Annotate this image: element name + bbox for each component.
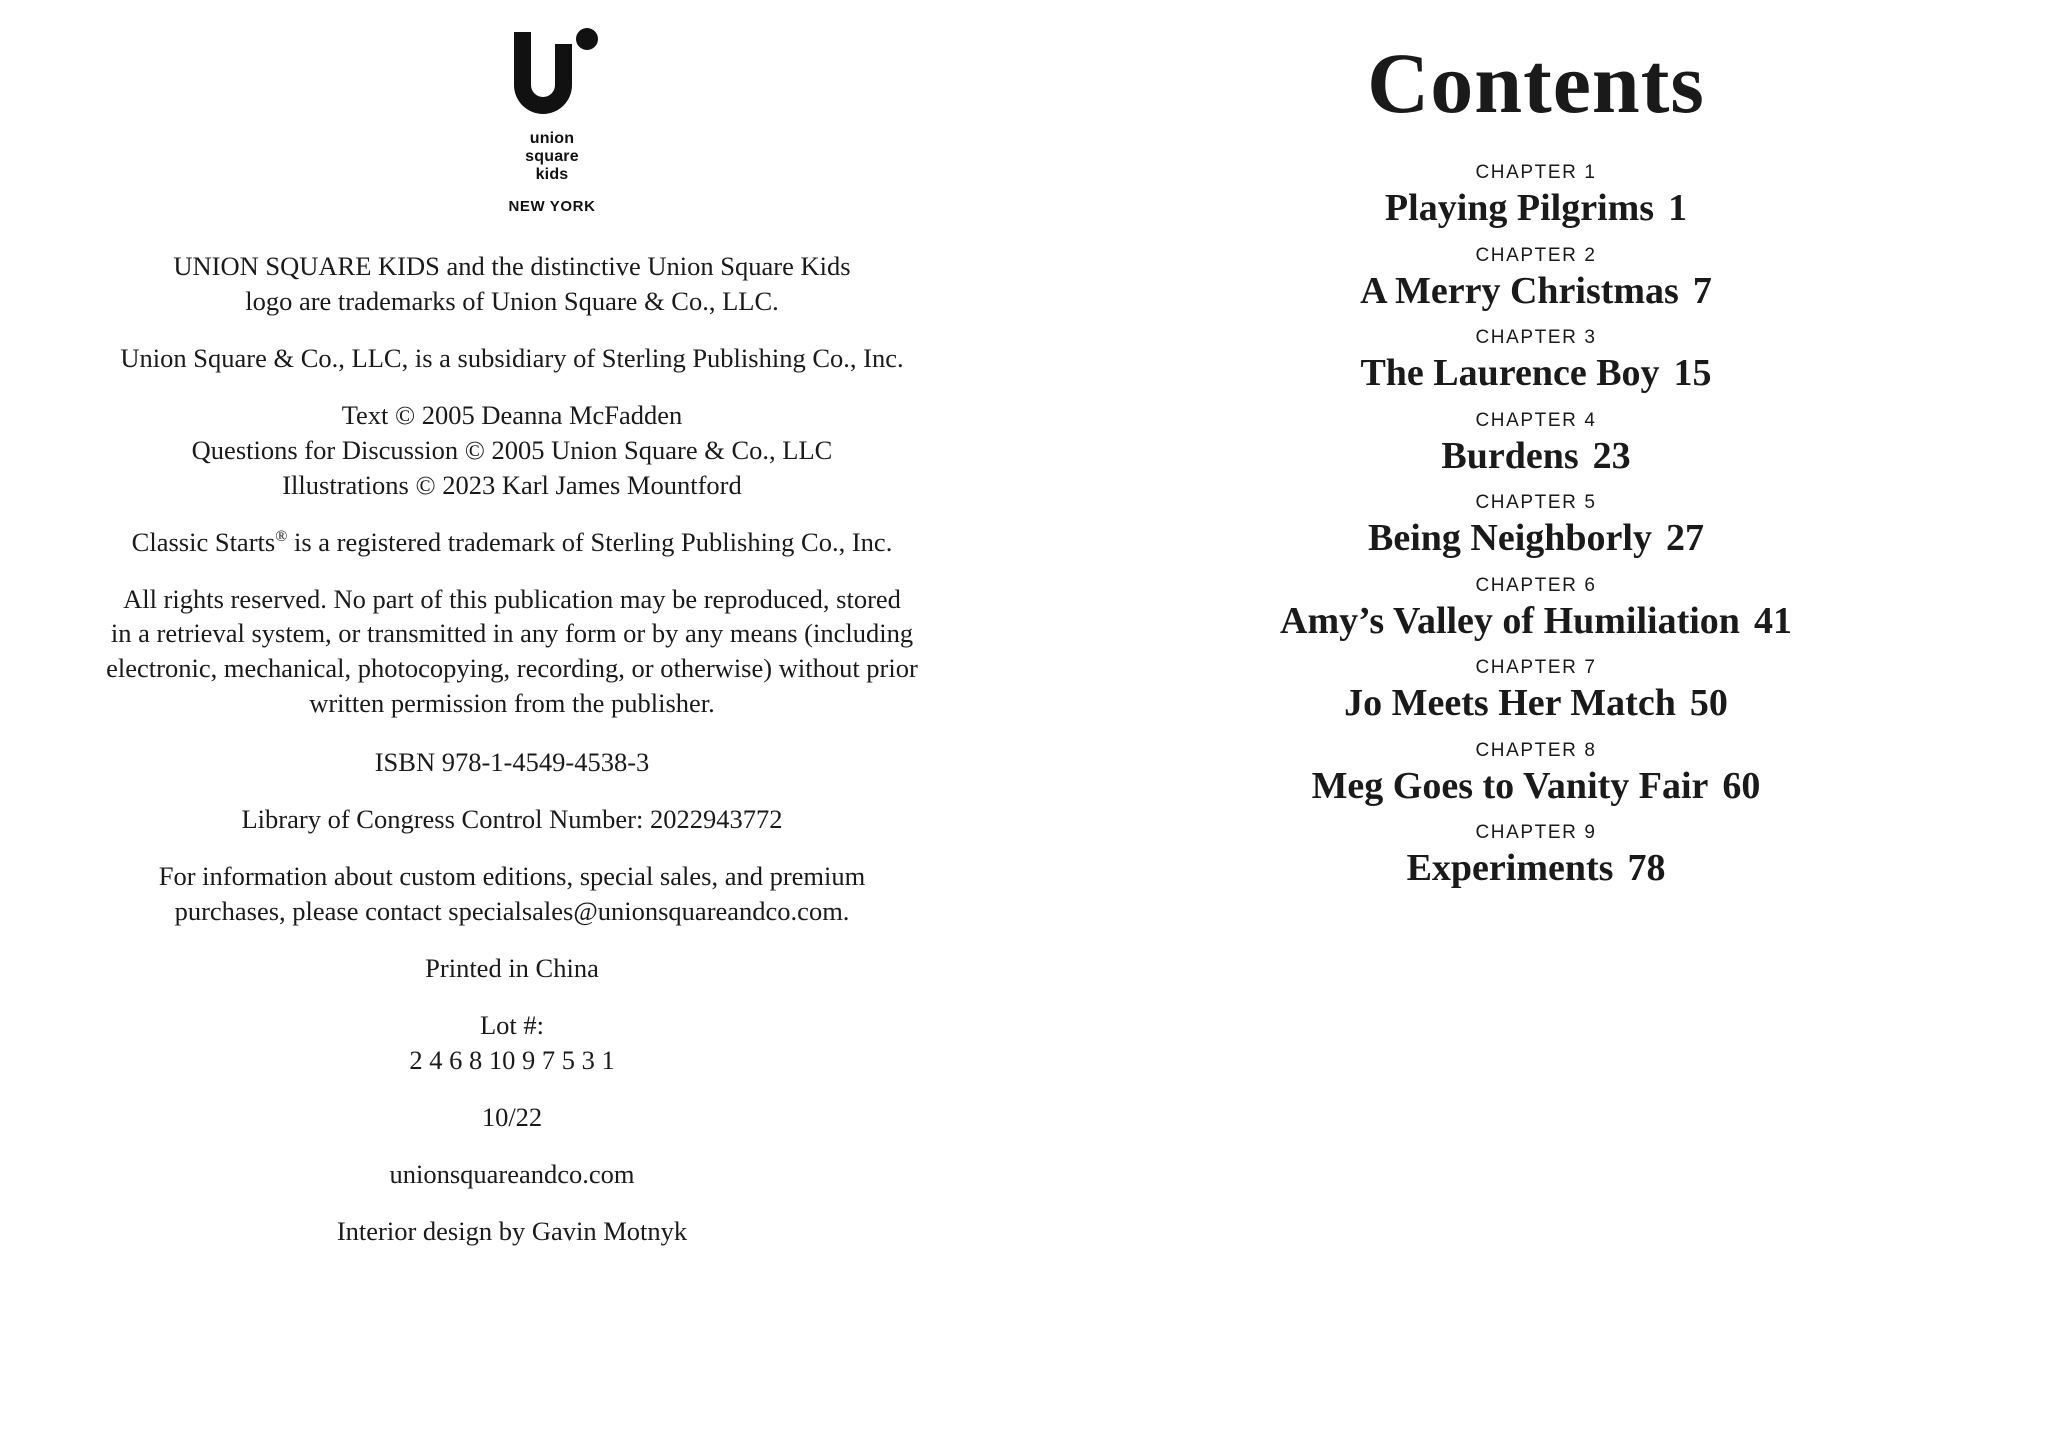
printed-in: Printed in China: [425, 953, 599, 984]
lot-label: Lot #:: [479, 1010, 545, 1041]
custom-editions-notice: [62, 859, 962, 929]
toc-entry[interactable]: [1094, 740, 1978, 808]
chapter-label: CHAPTER 9: [1475, 822, 1597, 844]
union-square-kids-logo-icon: [500, 22, 604, 126]
contents-page: [1024, 0, 2048, 1429]
credit-text-copyright: Text © 2005 Deanna McFadden: [341, 399, 683, 430]
chapter-title: Meg Goes to Vanity Fair: [1311, 764, 1709, 807]
trademark-notice: [62, 249, 962, 319]
chapter-page-number: 15: [1673, 352, 1712, 395]
chapter-title: Experiments: [1406, 847, 1614, 890]
credit-questions-copyright: Questions for Discussion © 2005 Union Square & Co., LLC: [191, 434, 833, 465]
chapter-line: [1094, 847, 1978, 890]
chapter-title: Jo Meets Her Match: [1344, 682, 1676, 725]
interior-design-credit: Interior design by Gavin Motnyk: [336, 1216, 688, 1247]
toc-entry[interactable]: [1094, 822, 1978, 890]
chapter-page-number: 7: [1692, 269, 1712, 312]
lot-numbers: 2 4 6 8 10 9 7 5 3 1: [409, 1045, 615, 1076]
logo-word-line-1: union: [529, 130, 575, 147]
chapter-label: CHAPTER 4: [1475, 409, 1597, 431]
toc-entry[interactable]: [1094, 245, 1978, 313]
custom-editions-line-1: For information about custom editions, special sales, and premium: [158, 861, 866, 892]
rights-line-3: electronic, mechanical, photocopying, recording, or otherwise) without prior: [106, 653, 918, 684]
rights-line-1: All rights reserved. No part of this publication may be reproduced, stored: [123, 583, 901, 614]
toc-entry[interactable]: [1094, 162, 1978, 230]
toc-entry[interactable]: [1094, 327, 1978, 395]
chapter-line: [1094, 600, 1978, 643]
toc-entry[interactable]: [1094, 492, 1978, 560]
copyright-text-block: [62, 249, 962, 1271]
classic-starts-trademark: [62, 525, 962, 560]
registered-mark: ®: [275, 527, 288, 545]
classic-starts-name: Classic Starts: [131, 526, 276, 557]
chapter-line: [1094, 682, 1978, 725]
toc-entry[interactable]: [1094, 575, 1978, 643]
chapter-title: A Merry Christmas: [1360, 269, 1679, 312]
custom-editions-line-2: purchases, please contact specialsales@unionsquareandco.com.: [174, 896, 850, 927]
all-rights-reserved: [62, 582, 962, 722]
chapter-line: [1094, 765, 1978, 808]
chapter-label: CHAPTER 2: [1475, 244, 1597, 266]
print-lot: [62, 1008, 962, 1078]
chapter-line: [1094, 270, 1978, 313]
chapter-label: CHAPTER 7: [1475, 657, 1597, 679]
publisher-logo: [457, 22, 647, 215]
chapter-title: The Laurence Boy: [1360, 352, 1660, 395]
chapter-page-number: 50: [1689, 682, 1728, 725]
chapter-page-number: 27: [1665, 517, 1704, 560]
chapter-label: CHAPTER 5: [1475, 492, 1597, 514]
toc-entry[interactable]: [1094, 657, 1978, 725]
chapter-page-number: 60: [1722, 764, 1761, 807]
chapter-title: Burdens: [1441, 434, 1579, 477]
chapter-label: CHAPTER 1: [1475, 162, 1597, 183]
classic-starts-rest: is a registered trademark of Sterling Publishing Co., Inc.: [287, 526, 893, 557]
rights-line-4: written permission from the publisher.: [309, 688, 715, 719]
chapter-line: [1094, 435, 1978, 478]
rights-line-2: in a retrieval system, or transmitted in any form or by any means (including: [110, 618, 914, 649]
publisher-city: NEW YORK: [508, 197, 596, 215]
table-of-contents: [1094, 162, 1978, 905]
chapter-title: Amy’s Valley of Humiliation: [1280, 599, 1740, 642]
chapter-page-number: 78: [1627, 847, 1666, 890]
chapter-title: Playing Pilgrims: [1384, 187, 1655, 229]
page-title: Contents: [1367, 35, 1705, 131]
credit-illustrations-copyright: Illustrations © 2023 Karl James Mountford: [282, 469, 742, 500]
trademark-notice-line-2: logo are trademarks of Union Square & Co., LLC.: [245, 285, 779, 316]
chapter-label: CHAPTER 3: [1475, 327, 1597, 349]
chapter-title: Being Neighborly: [1368, 517, 1652, 560]
publisher-logo-wordmark: [525, 130, 579, 184]
logo-word-line-3: kids: [535, 165, 569, 183]
logo-word-line-2: square: [525, 147, 579, 165]
chapter-line: [1094, 352, 1978, 395]
publisher-website: unionsquareandco.com: [389, 1159, 635, 1190]
chapter-page-number: 23: [1592, 434, 1631, 477]
library-of-congress-number: Library of Congress Control Number: 2022943772: [241, 804, 783, 835]
trademark-notice-line-1: UNION SQUARE KIDS and the distinctive Union Square Kids: [173, 250, 851, 281]
toc-entry[interactable]: [1094, 410, 1978, 478]
date-code: 10/22: [481, 1102, 543, 1133]
chapter-page-number: 1: [1668, 187, 1688, 229]
chapter-page-number: 41: [1753, 599, 1792, 642]
chapter-label: CHAPTER 8: [1475, 739, 1597, 761]
credits-block: [62, 398, 962, 503]
subsidiary-notice: Union Square & Co., LLC, is a subsidiary of Sterling Publishing Co., Inc.: [120, 342, 904, 373]
chapter-label: CHAPTER 6: [1475, 574, 1597, 596]
chapter-line: [1094, 187, 1978, 230]
isbn: ISBN 978-1-4549-4538-3: [374, 747, 650, 778]
chapter-line: [1094, 517, 1978, 560]
